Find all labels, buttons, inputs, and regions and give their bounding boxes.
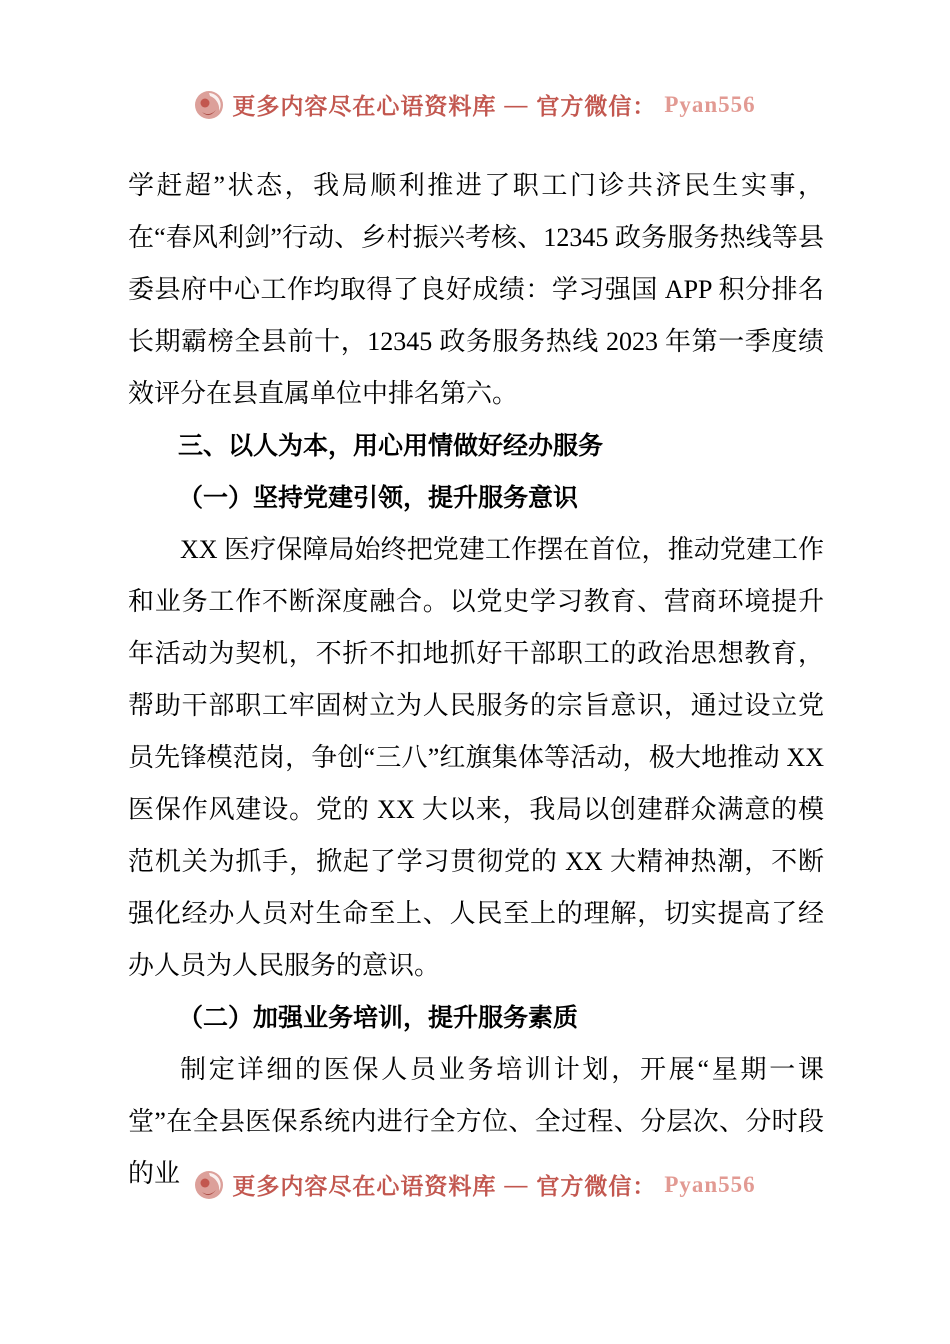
subsection-heading-1: （一）坚持党建引领，提升服务意识 bbox=[178, 484, 579, 512]
paragraph-continuation: 学赶超”状态，我局顺利推进了职工门诊共济民生实事，在“春风利剑”行动、乡村振兴考核、12345 政务服务热线等县委县府中心工作均取得了良好成绩：学习强国 APP 积分排名长期霸榜全县前十，12345 政务服务热线 2023 年第一季度绩效评分在县直属单位中排名第六。 bbox=[128, 171, 824, 408]
document-body bbox=[128, 160, 824, 1200]
xinyu-logo-icon bbox=[194, 90, 224, 120]
watermark-wechat-label: 官方微信： bbox=[536, 94, 657, 119]
paragraph-training: 制定详细的医保人员业务培训计划，开展“星期一课堂”在全县医保系统内进行全方位、全过程、分层次、分时段的业 bbox=[128, 1055, 824, 1188]
watermark-wechat-label: 官方微信： bbox=[536, 1174, 657, 1199]
watermark-wechat-id: Pyan556 bbox=[664, 91, 756, 117]
watermark-brand-text: 更多内容尽在心语资料库 bbox=[232, 1174, 497, 1199]
paragraph-party-building: XX 医疗保障局始终把党建工作摆在首位，推动党建工作和业务工作不断深度融合。以党史学习教育、营商环境提升年活动为契机，不折不扣地抓好干部职工的政治思想教育，帮助干部职工牢固树立为人民服务的宗旨意识，通过设立党员先锋模范岗，争创“三八”红旗集体等活动，极大地推动 XX 医保作风建设。党的 XX 大以来，我局以创建群众满意的模范机关为抓手，掀起了学习贯彻党的 XX 大精神热潮，不断强化经办人员对生命至上、人民至上的理解，切实提高了经办人员为人民服务的意识。 bbox=[128, 535, 824, 980]
xinyu-logo-icon bbox=[194, 1170, 224, 1200]
watermark-wechat-id: Pyan556 bbox=[664, 1171, 756, 1197]
watermark-dash: — bbox=[504, 91, 529, 117]
header-watermark bbox=[0, 88, 950, 121]
footer-watermark bbox=[0, 1168, 950, 1201]
subsection-heading-2: （二）加强业务培训，提升服务素质 bbox=[178, 1004, 579, 1032]
watermark-brand-text: 更多内容尽在心语资料库 bbox=[232, 94, 497, 119]
section-heading-3: 三、以人为本，用心用情做好经办服务 bbox=[178, 432, 604, 460]
watermark-dash: — bbox=[504, 1171, 529, 1197]
